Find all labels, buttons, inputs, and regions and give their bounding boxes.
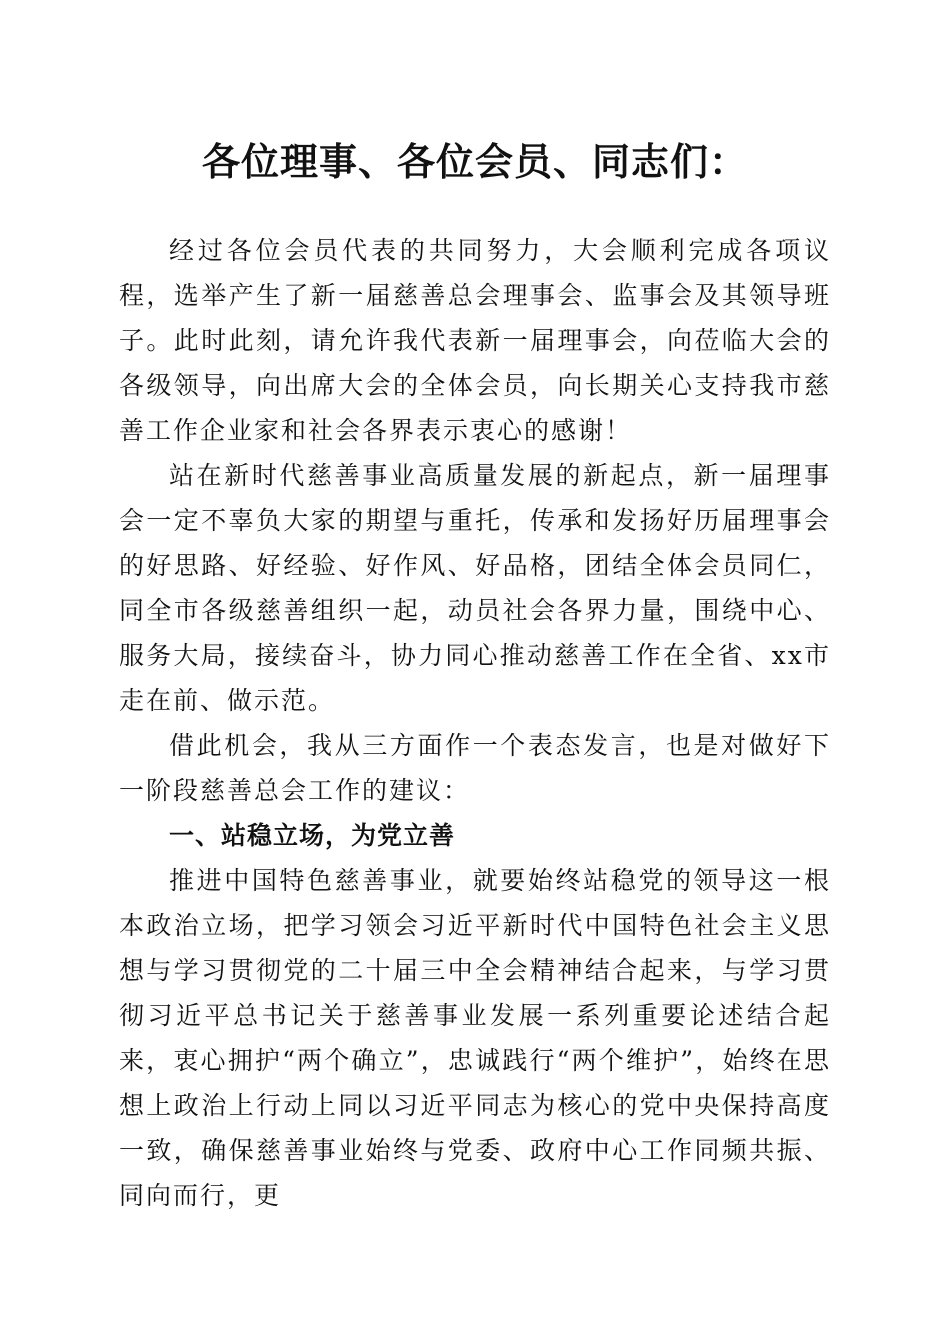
section-heading-1: 一、站稳立场，为党立善 — [169, 821, 456, 850]
paragraph-proposal-intro: 借此机会，我从三方面作一个表态发言，也是对做好下一阶段慈善总会工作的建议： — [119, 731, 831, 805]
paragraph-party-leadership: 推进中国特色慈善事业，就要始终站稳党的领导这一根本政治立场，把学习领会习近平新时代中国特色社会主义思想与学习贯彻党的二十届三中全会精神结合起来，与学习贯彻习近平总书记关于慈善事业发展一系列重要论述结合起来，衷心拥护“两个确立”，忠诚践行“两个维护”，始终在思想上政治上行动上同以习近平同志为核心的党中央保持高度一致，确保慈善事业始终与党委、政府中心工作同频共振、同向而行，更 — [119, 866, 831, 1210]
paragraph-thanks: 经过各位会员代表的共同努力，大会顺利完成各项议程，选举产生了新一届慈善总会理事会、监事会及其领导班子。此时此刻，请允许我代表新一届理事会，向莅临大会的各级领导，向出席大会的全体会员，向长期关心支持我市慈善工作企业家和社会各界表示衷心的感谢！ — [119, 236, 831, 445]
document-body — [119, 228, 831, 1218]
document-title: 各位理事、各位会员、同志们： — [201, 139, 748, 184]
paragraph-new-starting-point: 站在新时代慈善事业高质量发展的新起点，新一届理事会一定不辜负大家的期望与重托，传承和发扬好历届理事会的好思路、好经验、好作风、好品格，团结全体会员同仁，同全市各级慈善组织一起，动员社会各界力量，围绕中心、服务大局，接续奋斗，协力同心推动慈善工作在全省、xx市走在前、做示范。 — [119, 461, 831, 715]
